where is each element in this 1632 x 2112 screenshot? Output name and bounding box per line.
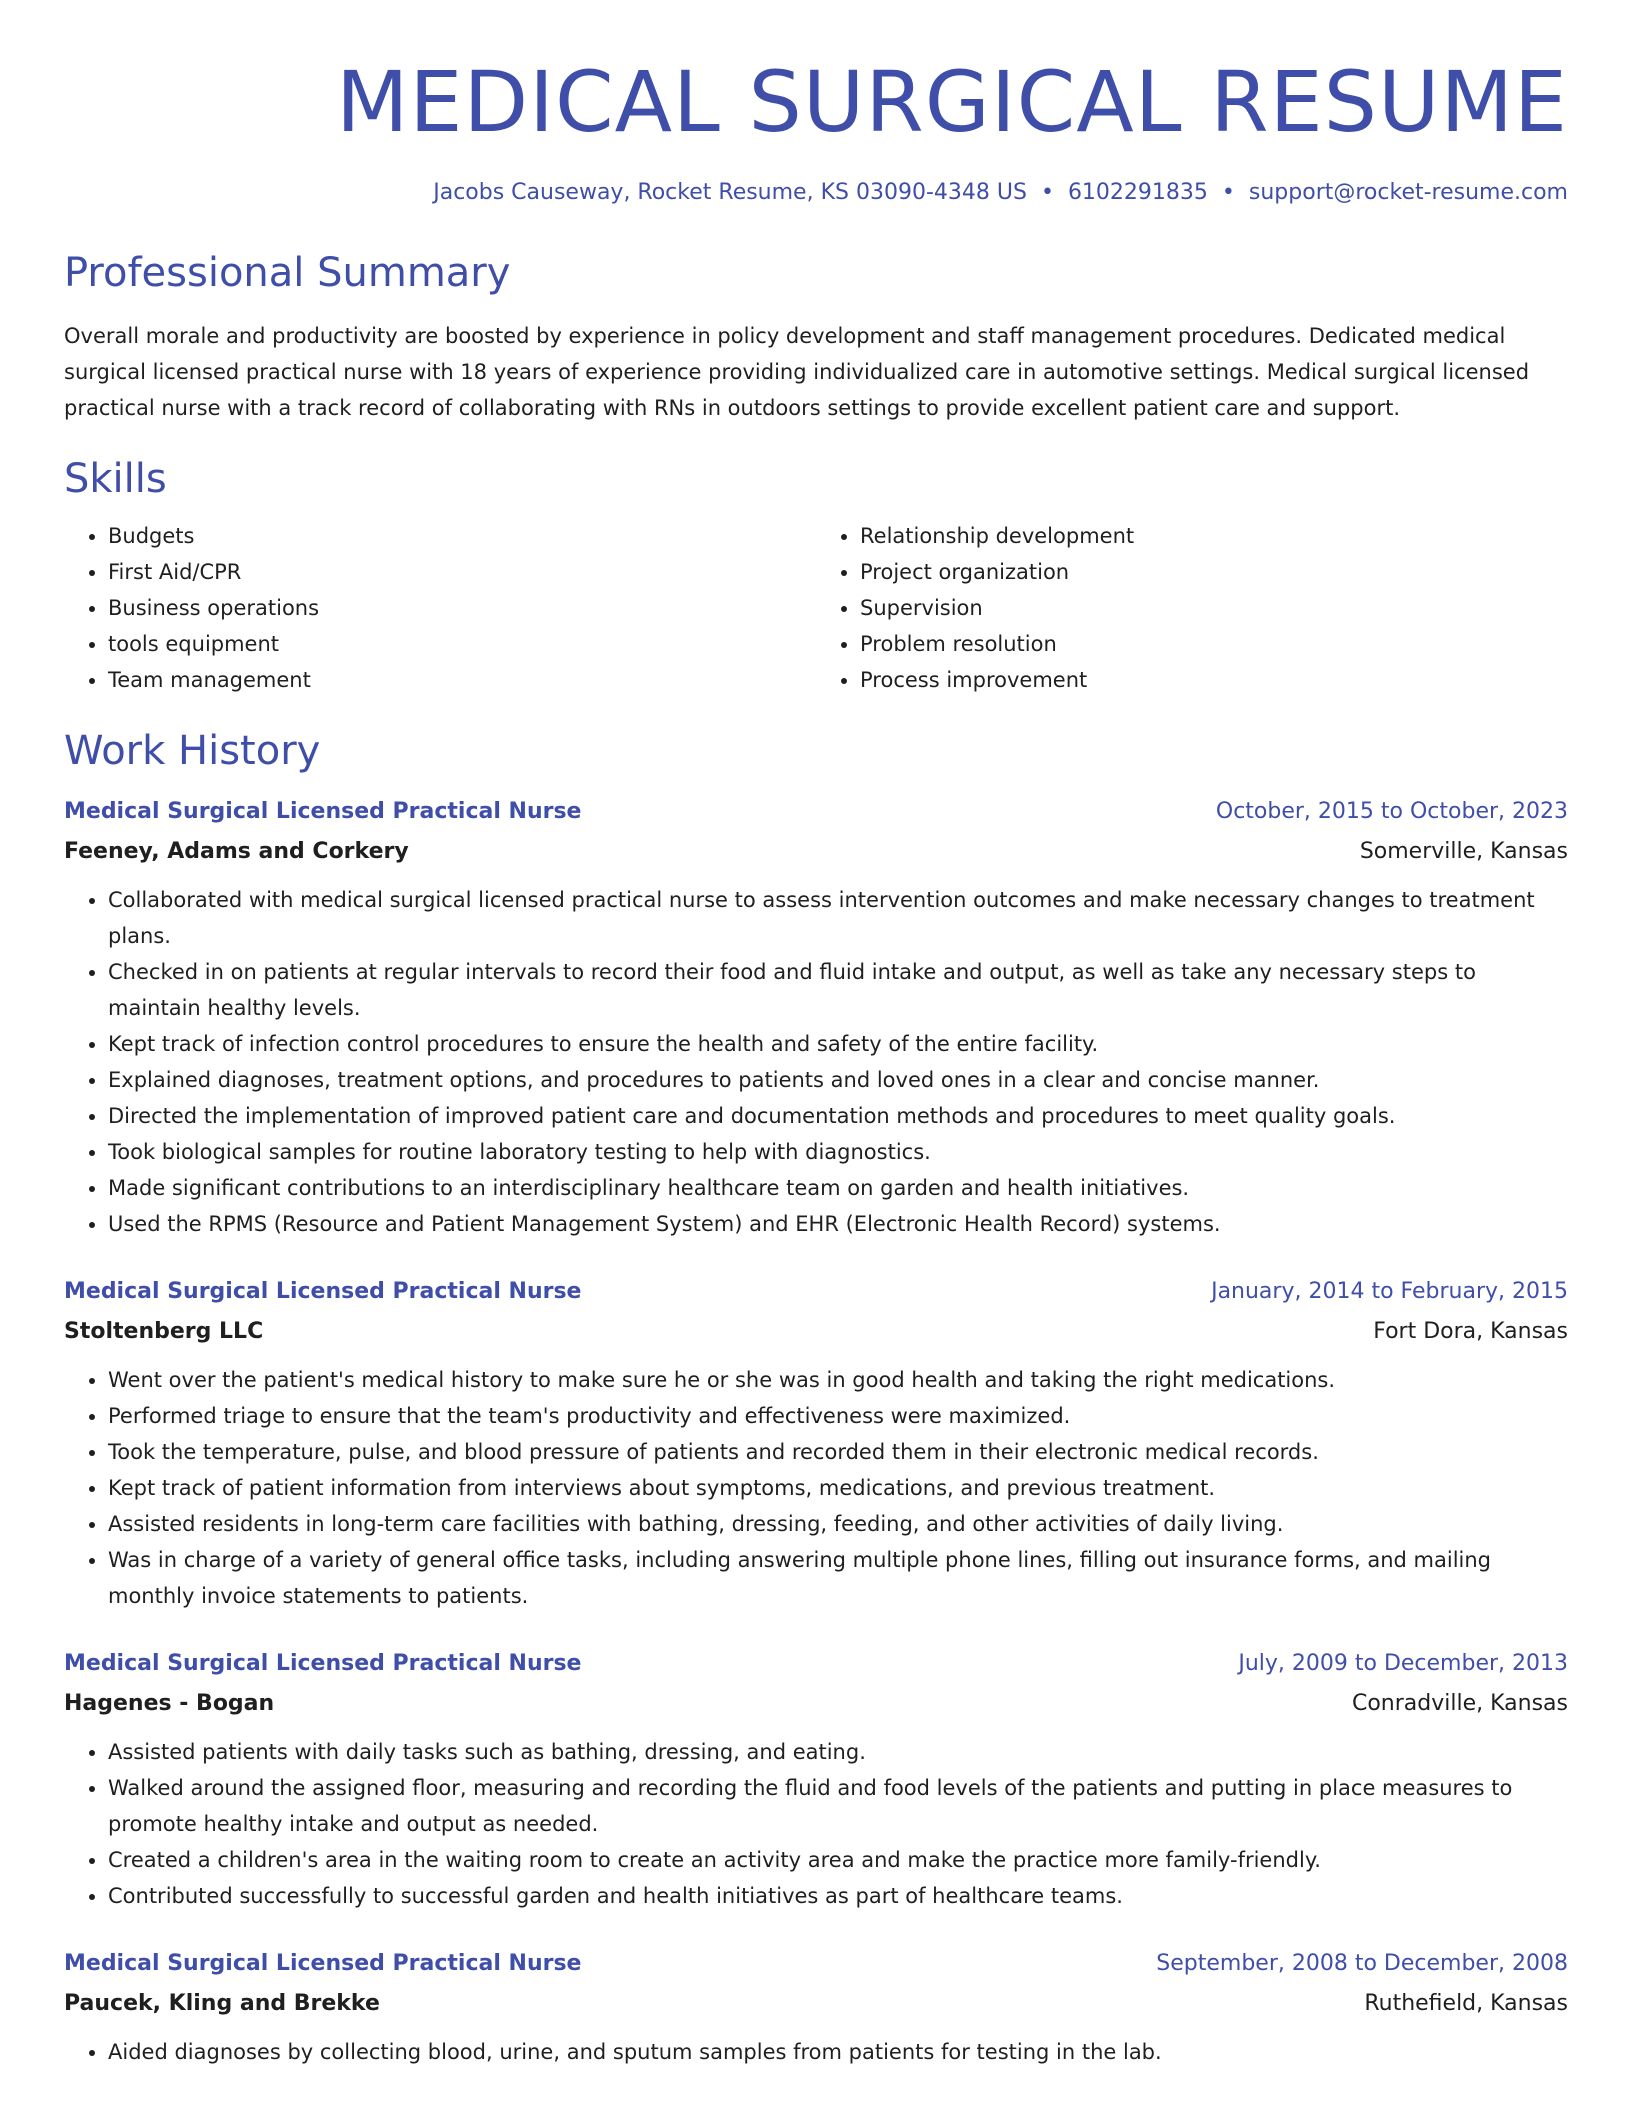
job-bullet: • Directed the implementation of improved patient care and documentation methods and procedures to meet quality goals. (108, 1098, 1568, 1134)
contact-email[interactable]: support@rocket-resume.com (1248, 180, 1568, 205)
job-company: Feeney, Adams and Corkery (64, 839, 409, 864)
skills-column-left (64, 518, 816, 698)
contact-line (64, 178, 1568, 208)
job-bullets (64, 1362, 1568, 1614)
job-bullet: • Walked around the assigned floor, measuring and recording the fluid and food levels of the patients and putting in place measures to promote healthy intake and output as needed. (108, 1770, 1568, 1842)
job-entry (64, 1644, 1568, 1914)
job-bullet: • Kept track of patient information from interviews about symptoms, medications, and previous treatment. (108, 1470, 1568, 1506)
skill-item: • Problem resolution (860, 626, 1568, 662)
skill-item: • Relationship development (860, 518, 1568, 554)
job-entry (64, 1272, 1568, 1614)
job-title: Medical Surgical Licensed Practical Nurse (64, 799, 582, 824)
job-dates: January, 2014 to February, 2015 (1211, 1279, 1568, 1304)
job-location: Fort Dora, Kansas (1373, 1319, 1568, 1344)
job-bullet: • Was in charge of a variety of general office tasks, including answering multiple phone lines, filling out insurance forms, and mailing monthly invoice statements to patients. (108, 1542, 1568, 1614)
job-dates: July, 2009 to December, 2013 (1238, 1651, 1568, 1676)
job-dates: September, 2008 to December, 2008 (1156, 1951, 1568, 1976)
contact-separator: • (1221, 180, 1235, 205)
job-company: Hagenes - Bogan (64, 1691, 275, 1716)
skill-item: • Team management (108, 662, 816, 698)
summary-text: Overall morale and productivity are boosted by experience in policy development and staff management procedures. Dedicated medical surgical licensed practical nurse with 18 years of experience providing individualized care in automotive settings. Medical surgical licensed practical nurse with a track record of collaborating with RNs in outdoors settings to provide excellent patient care and support. (64, 324, 1530, 420)
skill-item: • tools equipment (108, 626, 816, 662)
contact-separator: • (1040, 180, 1054, 205)
job-bullet: • Collaborated with medical surgical licensed practical nurse to assess intervention outcomes and make necessary changes to treatment plans. (108, 882, 1568, 954)
job-location: Ruthefield, Kansas (1364, 1991, 1568, 2016)
job-bullet: • Took the temperature, pulse, and blood pressure of patients and recorded them in their electronic medical records. (108, 1434, 1568, 1470)
job-bullet: • Assisted patients with daily tasks such as bathing, dressing, and eating. (108, 1734, 1568, 1770)
skills-heading: Skills (64, 456, 167, 502)
job-bullet: • Created a children's area in the waiting room to create an activity area and make the practice more family-friendly. (108, 1842, 1568, 1878)
job-bullet: • Assisted residents in long-term care facilities with bathing, dressing, feeding, and other activities of daily living. (108, 1506, 1568, 1542)
skills-column-right (816, 518, 1568, 698)
job-company: Paucek, Kling and Brekke (64, 1991, 380, 2016)
job-bullet: • Made significant contributions to an interdisciplinary healthcare team on garden and health initiatives. (108, 1170, 1568, 1206)
summary-heading: Professional Summary (64, 250, 511, 296)
job-bullet: • Kept track of infection control procedures to ensure the health and safety of the entire facility. (108, 1026, 1568, 1062)
job-dates: October, 2015 to October, 2023 (1215, 799, 1568, 824)
skills-list (64, 518, 1568, 698)
skill-item: • Business operations (108, 590, 816, 626)
job-title: Medical Surgical Licensed Practical Nurse (64, 1279, 582, 1304)
job-bullet: • Explained diagnoses, treatment options, and procedures to patients and loved ones in a clear and concise manner. (108, 1062, 1568, 1098)
job-location: Conradville, Kansas (1351, 1691, 1568, 1716)
resume-title: MEDICAL SURGICAL RESUME (335, 53, 1568, 151)
job-bullets (64, 1734, 1568, 1914)
job-title: Medical Surgical Licensed Practical Nurse (64, 1951, 582, 1976)
job-title: Medical Surgical Licensed Practical Nurse (64, 1651, 582, 1676)
job-bullets (64, 882, 1568, 1242)
job-entry (64, 1944, 1568, 2070)
contact-phone[interactable]: 6102291835 (1067, 180, 1208, 205)
contact-address: Jacobs Causeway, Rocket Resume, KS 03090-4348 US (433, 180, 1027, 205)
job-company: Stoltenberg LLC (64, 1319, 264, 1344)
skill-item: • Process improvement (860, 662, 1568, 698)
job-bullet: • Took biological samples for routine laboratory testing to help with diagnostics. (108, 1134, 1568, 1170)
job-bullet: • Aided diagnoses by collecting blood, urine, and sputum samples from patients for testing in the lab. (108, 2034, 1568, 2070)
skill-item: • Supervision (860, 590, 1568, 626)
work-history-heading: Work History (64, 728, 321, 774)
job-bullets (64, 2034, 1568, 2070)
skill-item: • Project organization (860, 554, 1568, 590)
resume-page (64, 0, 1568, 2112)
job-bullet: • Performed triage to ensure that the team's productivity and effectiveness were maximized. (108, 1398, 1568, 1434)
job-bullet: • Used the RPMS (Resource and Patient Management System) and EHR (Electronic Health Record) systems. (108, 1206, 1568, 1242)
skill-item: • Budgets (108, 518, 816, 554)
job-bullet: • Went over the patient's medical history to make sure he or she was in good health and taking the right medications. (108, 1362, 1568, 1398)
job-entry (64, 792, 1568, 1242)
job-bullet: • Contributed successfully to successful garden and health initiatives as part of healthcare teams. (108, 1878, 1568, 1914)
skill-item: • First Aid/CPR (108, 554, 816, 590)
job-location: Somerville, Kansas (1359, 839, 1568, 864)
job-bullet: • Checked in on patients at regular intervals to record their food and fluid intake and output, as well as take any necessary steps to maintain healthy levels. (108, 954, 1568, 1026)
